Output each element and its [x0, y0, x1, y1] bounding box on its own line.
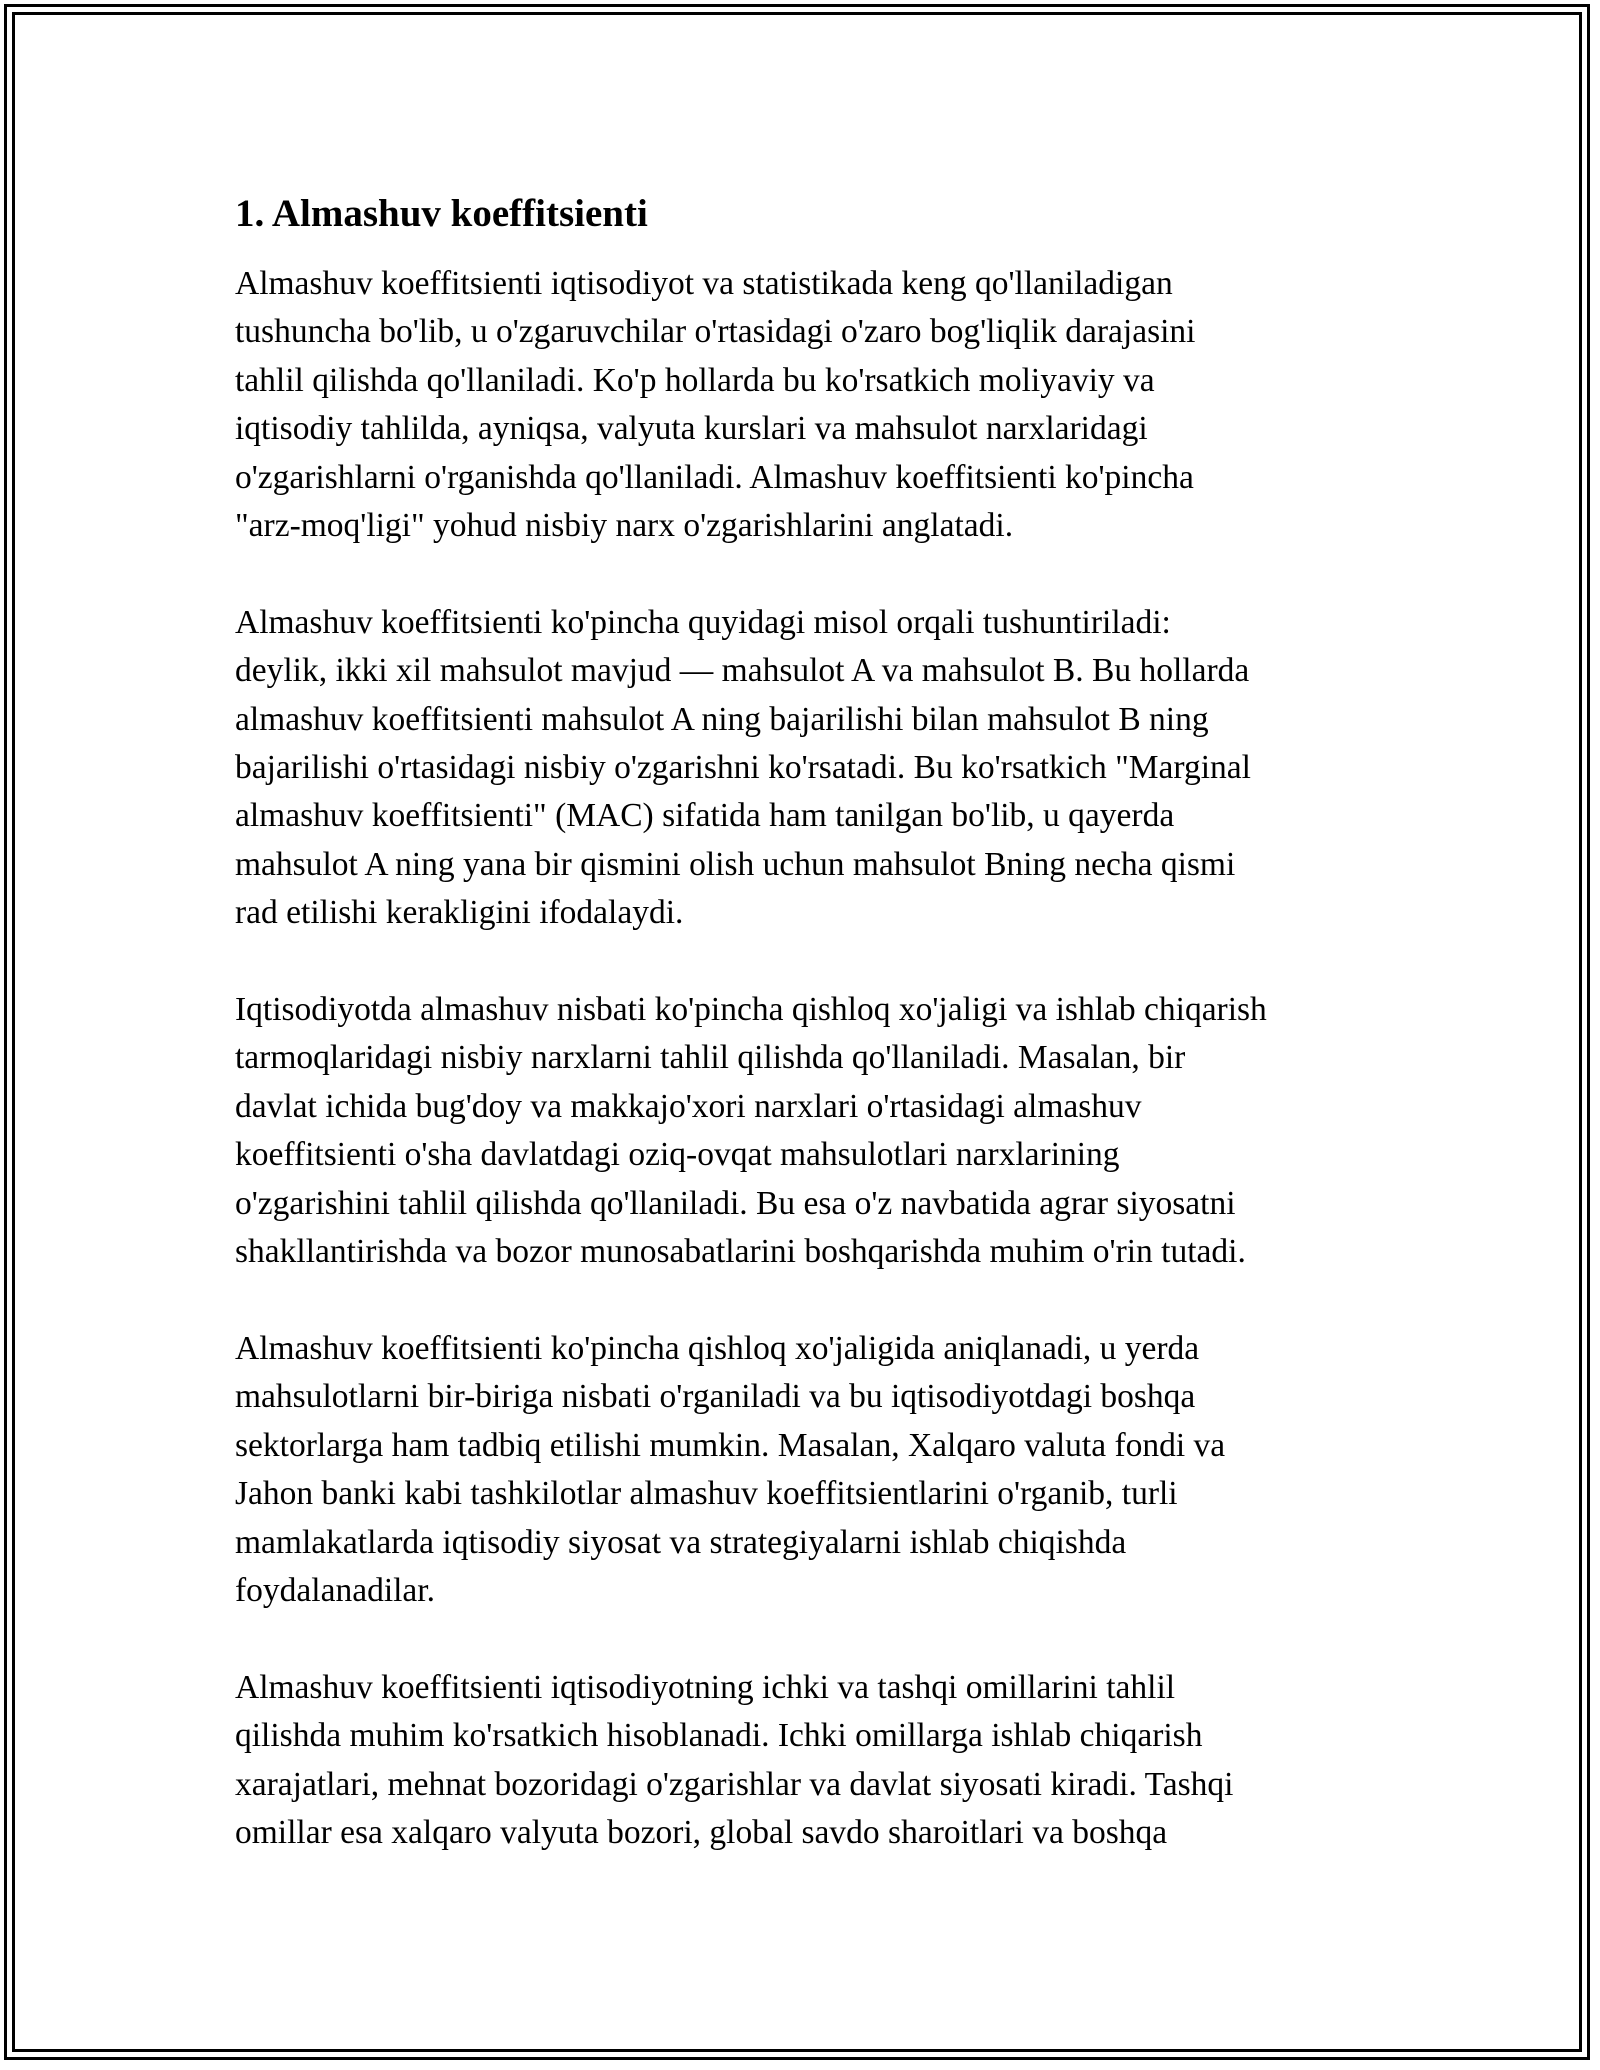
section-heading: 1. Almashuv koeffitsienti — [235, 192, 648, 235]
paragraph-3: Iqtisodiyotda almashuv nisbati ko'pincha qishloq xo'jaligi va ishlab chiqarish tarmoqlaridagi nisbiy narxlarni tahlil qilishda qo'llaniladi. Masalan, bir davlat ichida bug'doy va makkajo'xori narxlari o'rtasidagi almashuv koeffitsienti o'sha davlatdagi oziq-ovqat mahsulotlari narxlarining o'zgarishini tahlil qilishda qo'llaniladi. Bu esa o'z navbatida agrar siyosatni shakllantirishda va bozor munosabatlarini boshqarishda muhim o'rin tutadi. — [235, 991, 1267, 1271]
document-body — [235, 178, 1385, 1906]
paragraph-2: Almashuv koeffitsienti ko'pincha quyidagi misol orqali tushuntiriladi: deylik, ikki xil mahsulot mavjud — mahsulot A va mahsulot B. Bu hollarda almashuv koeffitsienti mahsulot A ning bajarilishi bilan mahsulot B ning bajarilishi o'rtasidagi nisbiy o'zgarishni ko'rsatadi. Bu ko'rsatkich "Marginal almashuv koeffitsienti" (MAC) sifatida ham tanilgan bo'lib, u qayerda mahsulot A ning yana bir qismini olish uchun mahsulot Bning necha qismi rad etilishi kerakligini ifodalaydi. — [235, 603, 1251, 932]
paragraph-5: Almashuv koeffitsienti iqtisodiyotning ichki va tashqi omillarini tahlil qilishda muhim ko'rsatkich hisoblanadi. Ichki omillarga ishlab chiqarish xarajatlari, mehnat bozoridagi o'zgarishlar va davlat siyosati kiradi. Tashqi omillar esa xalqaro valyuta bozori, global savdo sharoitlari va boshqa — [235, 1668, 1234, 1851]
paragraph-4: Almashuv koeffitsienti ko'pincha qishloq xo'jaligida aniqlanadi, u yerda mahsulotlarni bir-biriga nisbati o'rganiladi va bu iqtisodiyotdagi boshqa sektorlarga ham tadbiq etilishi mumkin. Masalan, Xalqaro valuta fondi va Jahon banki kabi tashkilotlar almashuv koeffitsientlarini o'rganib, turli mamlakatlarda iqtisodiy siyosat va strategiyalarni ishlab chiqishda foydalanadilar. — [235, 1329, 1226, 1609]
paragraph-1: Almashuv koeffitsienti iqtisodiyot va statistikada keng qo'llaniladigan tushuncha bo'lib, u o'zgaruvchilar o'rtasidagi o'zaro bog'liqlik darajasini tahlil qilishda qo'llaniladi. Ko'p hollarda bu ko'rsatkich moliyaviy va iqtisodiy tahlilda, ayniqsa, valyuta kurslari va mahsulot narxlaridagi o'zgarishlarni o'rganishda qo'llaniladi. Almashuv koeffitsienti ko'pincha "arz-moq'ligi" yohud nisbiy narx o'zgarishlarini anglatadi. — [235, 265, 1196, 545]
